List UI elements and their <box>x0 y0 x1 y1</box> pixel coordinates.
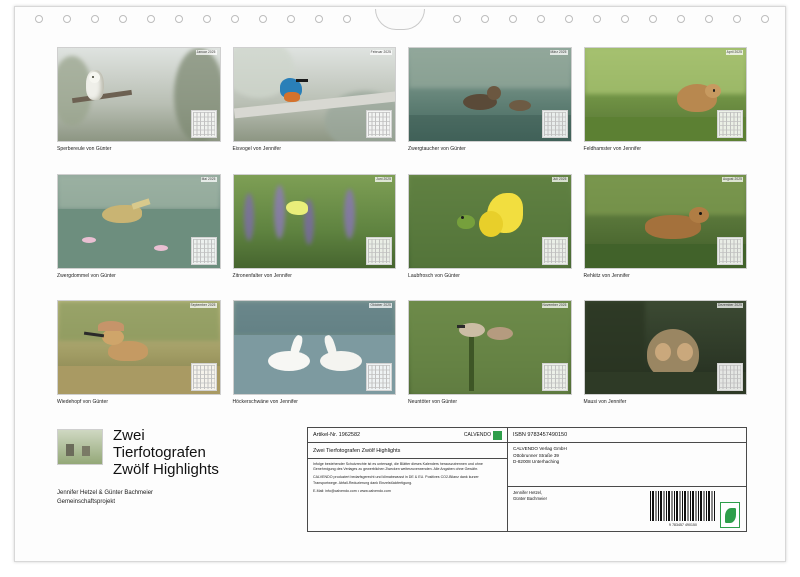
legal-contact: E-Mail: info@calvendo.com • www.calvendo.com <box>313 488 391 493</box>
legal-paragraph-2: CALVENDO produziert bedarfsgerecht und klimabewusst in DE & EU. Positives CO2-Bilanz dank kurzer Transportwege. Abfall-Reduzierung dank Einzelstückfertigung. <box>313 475 479 485</box>
photo-caption: Zitronenfalter von Jennifer <box>232 272 292 279</box>
publisher-line-3: D-82008 Unterhaching <box>513 459 560 465</box>
month-photo <box>233 300 397 395</box>
month-cell[interactable] <box>584 174 748 291</box>
article-number-text: Artikel-Nr. 1962582 <box>313 432 361 438</box>
product-title-line-3: Zwölf Highlights <box>113 461 219 478</box>
month-label: Juli 2025 <box>552 176 567 181</box>
month-photo <box>584 47 748 142</box>
month-label: Mai 2025 <box>201 176 216 181</box>
month-cell[interactable] <box>408 300 572 417</box>
month-photo <box>233 47 397 142</box>
month-photo <box>408 300 572 395</box>
month-label: August 2025 <box>722 176 742 181</box>
month-label: Juni 2025 <box>376 176 391 181</box>
month-photo <box>584 174 748 269</box>
photo-caption: Feldhamster von Jennifer <box>583 146 642 152</box>
photo-caption: Neuntöter von Günter <box>408 399 458 406</box>
photo-caption: Rehkitz von Jennifer <box>583 272 630 279</box>
mini-calendar <box>717 110 743 138</box>
month-label: April 2025 <box>726 50 742 54</box>
photo-caption: Laubfrosch von Günter <box>408 272 460 279</box>
mini-calendar <box>366 237 392 265</box>
month-label: September 2025 <box>190 303 216 308</box>
authors-line-1: Jennifer Hetzel & Günter Bachmeier <box>57 490 154 496</box>
mini-calendar <box>191 110 217 138</box>
credit-line-2: Günter Bachmeier <box>513 496 547 501</box>
mini-calendar <box>542 110 568 138</box>
legal-text-block <box>308 459 507 531</box>
photo-caption: Mausi von Jennifer <box>583 399 627 406</box>
photo-caption: Zwergdommel von Günter <box>57 272 116 279</box>
month-cell[interactable] <box>57 174 221 291</box>
month-label: Dezember 2025 <box>718 303 742 308</box>
mini-calendar <box>191 237 217 265</box>
mini-calendar <box>366 363 392 391</box>
calendar-sheet <box>14 6 786 562</box>
credit-line-1: Jennifer Hetzel, <box>513 490 543 495</box>
month-label: November 2025 <box>542 303 567 308</box>
month-label: März 2025 <box>550 50 567 54</box>
photo-caption: Höckerschwäne von Jennifer <box>232 399 298 406</box>
info-table-right-column <box>508 428 746 531</box>
barcode-area <box>650 491 742 528</box>
mini-calendar <box>191 363 217 391</box>
month-photo <box>233 174 397 269</box>
photo-caption: Sperbereule von Günter <box>57 146 112 152</box>
brand-name: CALVENDO <box>463 432 491 438</box>
photo-caption: Wiedehopf von Günter <box>57 399 109 406</box>
month-cell[interactable] <box>408 47 572 164</box>
authors-line-2: Gemeinschaftsprojekt <box>57 499 116 505</box>
month-label: Februar 2025 <box>370 50 391 54</box>
footer-area <box>57 427 747 537</box>
product-title-line-1: Zwei <box>113 427 145 444</box>
publisher-block <box>508 443 746 487</box>
spiral-binding <box>15 7 785 33</box>
barcode-icon <box>650 491 716 521</box>
month-photo <box>57 47 221 142</box>
product-title-group <box>113 427 293 478</box>
product-title-line-2: Tierfotografen <box>113 444 206 461</box>
credit-block <box>508 487 746 531</box>
brand-logo <box>464 431 502 440</box>
hanger-tab <box>375 9 425 30</box>
month-cell[interactable] <box>233 174 397 291</box>
info-table <box>307 427 747 532</box>
brand-square-icon <box>493 431 502 440</box>
month-label: Januar 2025 <box>196 50 216 54</box>
eco-badge-icon <box>720 502 740 528</box>
month-cell[interactable] <box>57 47 221 164</box>
month-cell[interactable] <box>584 47 748 164</box>
month-photo <box>408 174 572 269</box>
legal-paragraph-1: Infolge bestehender Schutzrechte ist es untersagt, die Blätter dieses Kalenders herauszutrennen und ohne Genehmigung des Verlages zu gewerblichen Zwecken weiterzuverwenden. Alle Angaben ohne Gewähr. <box>313 462 483 472</box>
info-table-left-column <box>308 428 508 531</box>
publisher-line-1: CALVENDO Verlag GmbH <box>513 446 567 451</box>
mini-calendar <box>717 237 743 265</box>
mini-calendar <box>717 363 743 391</box>
publisher-line-2: Ottobrunner Straße 39 <box>513 452 559 458</box>
product-title-row: Zwei Tierfotografen Zwölf Highlights <box>308 443 507 459</box>
mini-calendar <box>366 110 392 138</box>
article-number-row <box>308 428 507 443</box>
mini-calendar <box>542 363 568 391</box>
barcode-number: 9 783457 490150 <box>669 523 697 527</box>
month-photo <box>584 300 748 395</box>
authors-block <box>57 489 153 507</box>
leaf-icon <box>725 508 736 523</box>
cover-thumbnail <box>57 429 103 465</box>
photo-caption: Eisvogel von Jennifer <box>232 146 282 152</box>
isbn-row: ISBN 9783457490150 <box>508 428 746 443</box>
month-cell[interactable] <box>57 300 221 417</box>
month-photo <box>57 174 221 269</box>
month-cell[interactable] <box>233 300 397 417</box>
month-photo <box>57 300 221 395</box>
month-grid <box>57 47 747 417</box>
month-cell[interactable] <box>584 300 748 417</box>
month-label: Oktober 2025 <box>370 303 391 308</box>
month-photo <box>408 47 572 142</box>
photo-caption: Zwergtaucher von Günter <box>408 146 466 152</box>
mini-calendar <box>542 237 568 265</box>
month-cell[interactable] <box>233 47 397 164</box>
month-cell[interactable] <box>408 174 572 291</box>
